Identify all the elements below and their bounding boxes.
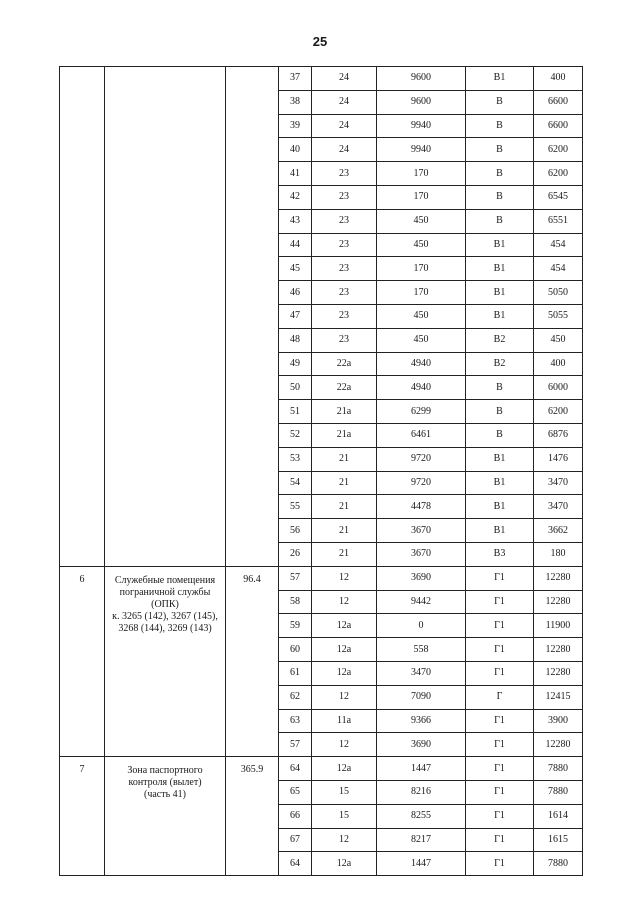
cell-b: 24 xyxy=(312,67,377,91)
group-area-cell: 96.4 xyxy=(226,566,279,756)
cell-e: 3470 xyxy=(534,471,583,495)
cell-c: 4940 xyxy=(377,352,466,376)
cell-e: 1476 xyxy=(534,447,583,471)
cell-a: 52 xyxy=(279,423,312,447)
group-name-line: контроля (вылет) xyxy=(128,777,202,789)
cell-b: 15 xyxy=(312,780,377,804)
cell-d: Г1 xyxy=(466,733,534,757)
cell-a: 48 xyxy=(279,328,312,352)
cell-c: 7090 xyxy=(377,685,466,709)
cell-d: В2 xyxy=(466,352,534,376)
cell-a: 57 xyxy=(279,566,312,590)
group-name-cell xyxy=(105,67,226,567)
cell-c: 9442 xyxy=(377,590,466,614)
cell-b: 12 xyxy=(312,590,377,614)
cell-a: 62 xyxy=(279,685,312,709)
cell-d: В1 xyxy=(466,447,534,471)
cell-e: 3900 xyxy=(534,709,583,733)
cell-d: В xyxy=(466,423,534,447)
cell-b: 23 xyxy=(312,209,377,233)
cell-c: 558 xyxy=(377,638,466,662)
cell-a: 57 xyxy=(279,733,312,757)
cell-b: 15 xyxy=(312,804,377,828)
cell-d: Г1 xyxy=(466,590,534,614)
cell-c: 9940 xyxy=(377,114,466,138)
cell-e: 12280 xyxy=(534,638,583,662)
group-name-line: 3268 (144), 3269 (143) xyxy=(118,622,212,634)
cell-d: В1 xyxy=(466,471,534,495)
cell-b: 21 xyxy=(312,447,377,471)
cell-c: 170 xyxy=(377,162,466,186)
cell-c: 3670 xyxy=(377,542,466,566)
cell-c: 9366 xyxy=(377,709,466,733)
cell-d: Г1 xyxy=(466,828,534,852)
cell-c: 170 xyxy=(377,185,466,209)
cell-e: 12415 xyxy=(534,685,583,709)
cell-e: 6600 xyxy=(534,90,583,114)
cell-e: 6551 xyxy=(534,209,583,233)
group-name-line: к. 3265 (142), 3267 (145), xyxy=(112,610,218,622)
cell-e: 6545 xyxy=(534,185,583,209)
data-table xyxy=(59,66,583,876)
cell-b: 12 xyxy=(312,733,377,757)
cell-e: 400 xyxy=(534,67,583,91)
cell-d: В xyxy=(466,185,534,209)
group-name-cell xyxy=(105,566,226,756)
cell-b: 21 xyxy=(312,471,377,495)
cell-a: 49 xyxy=(279,352,312,376)
cell-b: 12а xyxy=(312,614,377,638)
cell-c: 1447 xyxy=(377,852,466,876)
cell-a: 43 xyxy=(279,209,312,233)
cell-c: 450 xyxy=(377,328,466,352)
cell-c: 8255 xyxy=(377,804,466,828)
cell-d: Г1 xyxy=(466,852,534,876)
cell-a: 55 xyxy=(279,495,312,519)
cell-d: В xyxy=(466,114,534,138)
cell-b: 22а xyxy=(312,376,377,400)
cell-c: 9600 xyxy=(377,67,466,91)
cell-a: 54 xyxy=(279,471,312,495)
cell-b: 23 xyxy=(312,162,377,186)
group-number-cell: 6 xyxy=(60,566,105,756)
group-name-line: Служебные помещения xyxy=(114,574,216,586)
cell-d: В xyxy=(466,400,534,424)
cell-b: 23 xyxy=(312,233,377,257)
cell-d: Г1 xyxy=(466,757,534,781)
group-name-line: Зона паспортного xyxy=(127,765,203,777)
table-row xyxy=(60,67,583,91)
group-name-line: пограничной службы xyxy=(119,586,211,598)
cell-a: 67 xyxy=(279,828,312,852)
cell-d: Г xyxy=(466,685,534,709)
cell-a: 50 xyxy=(279,376,312,400)
cell-e: 6000 xyxy=(534,376,583,400)
cell-e: 7880 xyxy=(534,780,583,804)
cell-b: 21 xyxy=(312,495,377,519)
cell-a: 58 xyxy=(279,590,312,614)
cell-a: 56 xyxy=(279,519,312,543)
cell-b: 23 xyxy=(312,328,377,352)
cell-d: В1 xyxy=(466,519,534,543)
cell-c: 3690 xyxy=(377,566,466,590)
cell-e: 454 xyxy=(534,233,583,257)
cell-b: 24 xyxy=(312,114,377,138)
cell-c: 8216 xyxy=(377,780,466,804)
cell-b: 12 xyxy=(312,828,377,852)
cell-a: 51 xyxy=(279,400,312,424)
cell-a: 42 xyxy=(279,185,312,209)
cell-c: 9720 xyxy=(377,471,466,495)
cell-a: 44 xyxy=(279,233,312,257)
cell-e: 1615 xyxy=(534,828,583,852)
cell-d: Г1 xyxy=(466,804,534,828)
cell-e: 12280 xyxy=(534,661,583,685)
cell-b: 21 xyxy=(312,519,377,543)
cell-c: 1447 xyxy=(377,757,466,781)
cell-e: 6200 xyxy=(534,400,583,424)
cell-a: 40 xyxy=(279,138,312,162)
cell-d: В1 xyxy=(466,495,534,519)
cell-b: 12 xyxy=(312,685,377,709)
cell-a: 39 xyxy=(279,114,312,138)
table-body xyxy=(60,67,583,876)
cell-e: 1614 xyxy=(534,804,583,828)
group-name-cell xyxy=(105,757,226,876)
cell-e: 12280 xyxy=(534,590,583,614)
cell-b: 12а xyxy=(312,757,377,781)
cell-c: 9720 xyxy=(377,447,466,471)
cell-b: 12а xyxy=(312,852,377,876)
cell-c: 4940 xyxy=(377,376,466,400)
cell-a: 65 xyxy=(279,780,312,804)
cell-b: 24 xyxy=(312,138,377,162)
cell-b: 23 xyxy=(312,257,377,281)
cell-d: В2 xyxy=(466,328,534,352)
cell-e: 11900 xyxy=(534,614,583,638)
cell-c: 170 xyxy=(377,257,466,281)
cell-d: В xyxy=(466,90,534,114)
cell-d: В xyxy=(466,209,534,233)
page-number: 25 xyxy=(312,34,328,49)
cell-d: В1 xyxy=(466,67,534,91)
group-area-cell: 365.9 xyxy=(226,757,279,876)
cell-e: 454 xyxy=(534,257,583,281)
cell-a: 26 xyxy=(279,542,312,566)
cell-e: 450 xyxy=(534,328,583,352)
cell-e: 400 xyxy=(534,352,583,376)
group-name-line: (ОПК) xyxy=(151,598,179,610)
cell-a: 59 xyxy=(279,614,312,638)
table-row xyxy=(60,757,583,781)
cell-d: В1 xyxy=(466,304,534,328)
cell-e: 6200 xyxy=(534,162,583,186)
cell-b: 22а xyxy=(312,352,377,376)
cell-d: Г1 xyxy=(466,638,534,662)
cell-a: 64 xyxy=(279,757,312,781)
table-row xyxy=(60,566,583,590)
cell-b: 21 xyxy=(312,542,377,566)
cell-b: 21а xyxy=(312,423,377,447)
cell-e: 7880 xyxy=(534,757,583,781)
cell-a: 37 xyxy=(279,67,312,91)
cell-c: 6299 xyxy=(377,400,466,424)
cell-c: 3670 xyxy=(377,519,466,543)
cell-d: Г1 xyxy=(466,566,534,590)
cell-c: 3470 xyxy=(377,661,466,685)
cell-c: 450 xyxy=(377,304,466,328)
cell-c: 9600 xyxy=(377,90,466,114)
cell-e: 180 xyxy=(534,542,583,566)
cell-b: 23 xyxy=(312,304,377,328)
cell-e: 5055 xyxy=(534,304,583,328)
cell-e: 6876 xyxy=(534,423,583,447)
cell-a: 46 xyxy=(279,281,312,305)
cell-a: 47 xyxy=(279,304,312,328)
cell-e: 6200 xyxy=(534,138,583,162)
cell-a: 45 xyxy=(279,257,312,281)
group-name-line: (часть 41) xyxy=(144,789,186,801)
cell-b: 21а xyxy=(312,400,377,424)
cell-d: В xyxy=(466,376,534,400)
cell-a: 63 xyxy=(279,709,312,733)
cell-a: 38 xyxy=(279,90,312,114)
cell-e: 3662 xyxy=(534,519,583,543)
group-number-cell: 7 xyxy=(60,757,105,876)
cell-d: В3 xyxy=(466,542,534,566)
cell-c: 3690 xyxy=(377,733,466,757)
cell-c: 9940 xyxy=(377,138,466,162)
cell-e: 3470 xyxy=(534,495,583,519)
cell-e: 6600 xyxy=(534,114,583,138)
cell-b: 12а xyxy=(312,661,377,685)
group-number-cell xyxy=(60,67,105,567)
cell-d: В1 xyxy=(466,281,534,305)
cell-d: Г1 xyxy=(466,780,534,804)
cell-a: 60 xyxy=(279,638,312,662)
cell-c: 4478 xyxy=(377,495,466,519)
cell-b: 11а xyxy=(312,709,377,733)
cell-d: В xyxy=(466,162,534,186)
cell-d: Г1 xyxy=(466,614,534,638)
cell-b: 12 xyxy=(312,566,377,590)
cell-c: 8217 xyxy=(377,828,466,852)
cell-c: 6461 xyxy=(377,423,466,447)
cell-b: 12а xyxy=(312,638,377,662)
cell-b: 24 xyxy=(312,90,377,114)
cell-c: 170 xyxy=(377,281,466,305)
cell-d: В xyxy=(466,138,534,162)
cell-a: 66 xyxy=(279,804,312,828)
cell-c: 0 xyxy=(377,614,466,638)
cell-e: 5050 xyxy=(534,281,583,305)
cell-d: В1 xyxy=(466,233,534,257)
cell-b: 23 xyxy=(312,281,377,305)
group-area-cell xyxy=(226,67,279,567)
cell-b: 23 xyxy=(312,185,377,209)
cell-e: 12280 xyxy=(534,566,583,590)
cell-d: В1 xyxy=(466,257,534,281)
cell-a: 61 xyxy=(279,661,312,685)
cell-c: 450 xyxy=(377,209,466,233)
cell-d: Г1 xyxy=(466,709,534,733)
cell-e: 12280 xyxy=(534,733,583,757)
cell-a: 64 xyxy=(279,852,312,876)
cell-c: 450 xyxy=(377,233,466,257)
cell-d: Г1 xyxy=(466,661,534,685)
cell-a: 53 xyxy=(279,447,312,471)
cell-a: 41 xyxy=(279,162,312,186)
cell-e: 7880 xyxy=(534,852,583,876)
